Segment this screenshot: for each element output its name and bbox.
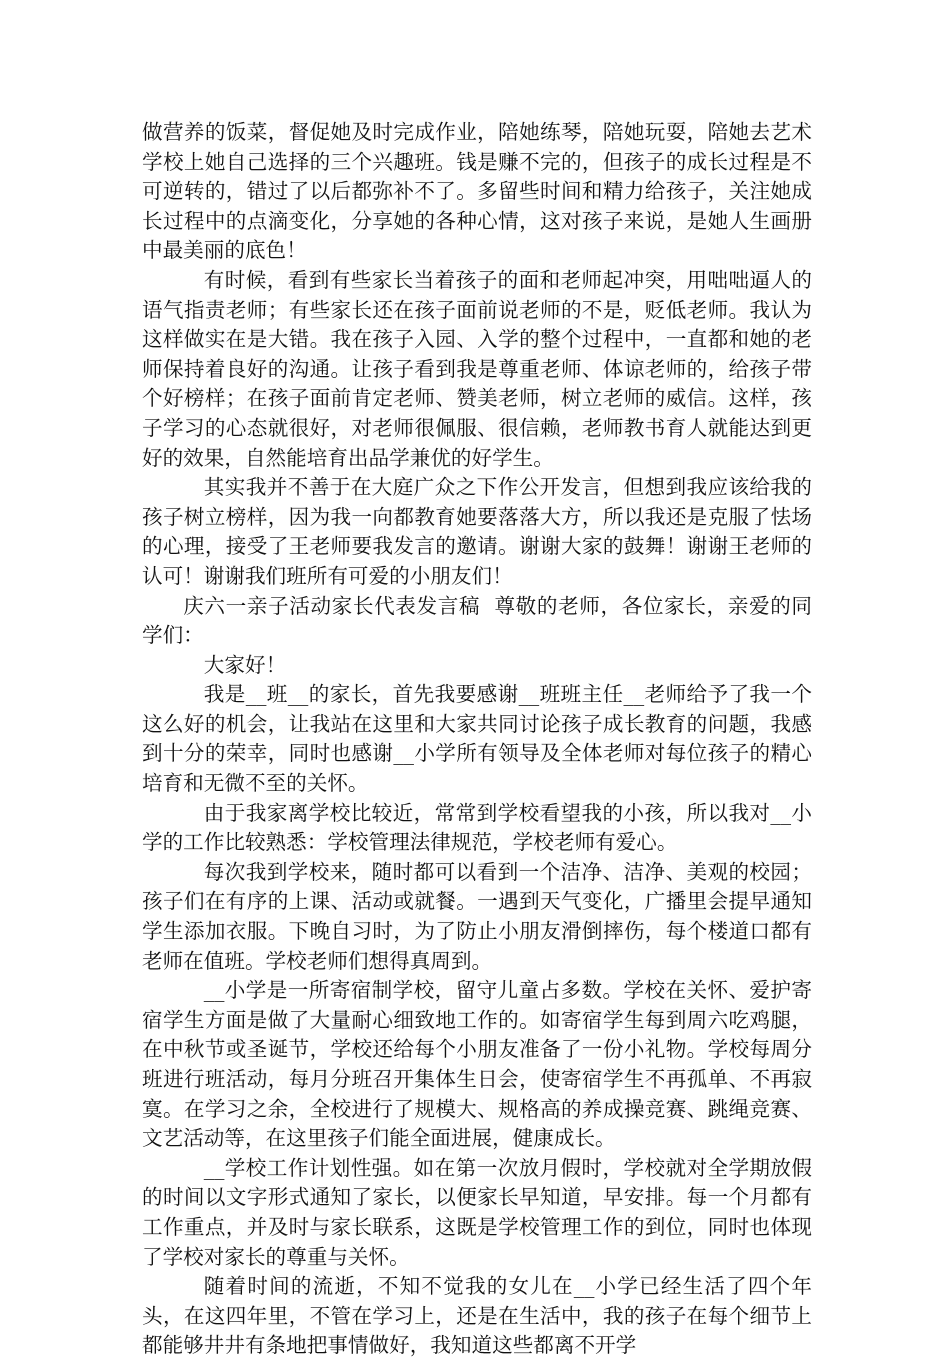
paragraph-2: 有时候，看到有些家长当着孩子的面和老师起冲突，用咄咄逼人的语气指责老师；有些家长还在孩子面前说老师的不是，贬低老师。我认为这样做实在是大错。我在孩子入园、入学的整个过程中，一直都和她的老师保持着良好的沟通。让孩子看到我是尊重老师、体谅老师的，给孩子带个好榜样；在孩子面前肯定老师、赞美老师，树立老师的威信。这样，孩子学习的心态就很好，对老师很佩服、很信赖，老师教书育人就能达到更好的效果，自然能培育出品学兼优的好学生。 [142, 267, 812, 470]
paragraph-campus: 每次我到学校来，随时都可以看到一个洁净、洁净、美观的校园；孩子们在有序的上课、活动或就餐。一遇到天气变化，广播里会提早通知学生添加衣服。下晚自习时，为了防止小朋友滑倒摔伤，每个楼道口都有老师在值班。学校老师们想得真周到。 [142, 859, 812, 973]
speech-title-paragraph: 庆六一亲子活动家长代表发言稿 尊敬的老师，各位家长，亲爱的同学们： [142, 593, 812, 648]
paragraph-planning: __学校工作计划性强。如在第一次放月假时，学校就对全学期放假的时间以文字形式通知了家长，以便家长早知道，早安排。每一个月都有工作重点，并及时与家长联系，这既是学校管理工作的到位，同时也体现了学校对家长的尊重与关怀。 [142, 1155, 812, 1269]
greeting-paragraph: 大家好！ [203, 652, 287, 677]
paragraph-time: 随着时间的流逝，不知不觉我的女儿在__小学已经生活了四个年头，在这四年里，不管在学习上，还是在生活中，我的孩子在每个细节上都能够井井有条地把事情做好，我知道这些都离不开学 [142, 1274, 812, 1358]
paragraph-boarding: __小学是一所寄宿制学校，留守儿童占多数。学校在关怀、爱护寄宿学生方面是做了大量耐心细致地工作的。如寄宿学生每到周六吃鸡腿，在中秋节或圣诞节，学校还给每个小朋友准备了一份小礼物。学校每周分班进行班活动，每月分班召开集体生日会，使寄宿学生不再孤单、不再寂寞。在学习之余，全校进行了规模大、规格高的养成操竞赛、跳绳竞赛、文艺活动等，在这里孩子们能全面进展，健康成长。 [142, 978, 812, 1151]
paragraph-intro: 我是__班__的家长，首先我要感谢__班班主任__老师给予了我一个这么好的机会，让我站在这里和大家共同讨论孩子成长教育的问题，我感到十分的荣幸，同时也感谢__小学所有领导及全体老师对每位孩子的精心培育和无微不至的关怀。 [142, 682, 812, 796]
paragraph-school-near: 由于我家离学校比较近，常常到学校看望我的小孩，所以我对__小学的工作比较熟悉：学校管理法律规范，学校老师有爱心。 [142, 800, 812, 855]
paragraph-1: 做营养的饭菜，督促她及时完成作业，陪她练琴，陪她玩耍，陪她去艺术学校上她自己选择的三个兴趣班。钱是赚不完的，但孩子的成长过程是不可逆转的，错过了以后都弥补不了。多留些时间和精力给孩子，关注她成长过程中的点滴变化，分享她的各种心情，这对孩子来说，是她人生画册中最美丽的底色！ [142, 120, 812, 263]
document-body [142, 118, 812, 1361]
paragraph-3: 其实我并不善于在大庭广众之下作公开发言，但想到我应该给我的孩子树立榜样，因为我一向都教育她要落落大方，所以我还是克服了怯场的心理，接受了王老师要我发言的邀请。谢谢大家的鼓舞！谢谢王老师的认可！谢谢我们班所有可爱的小朋友们！ [142, 475, 812, 588]
